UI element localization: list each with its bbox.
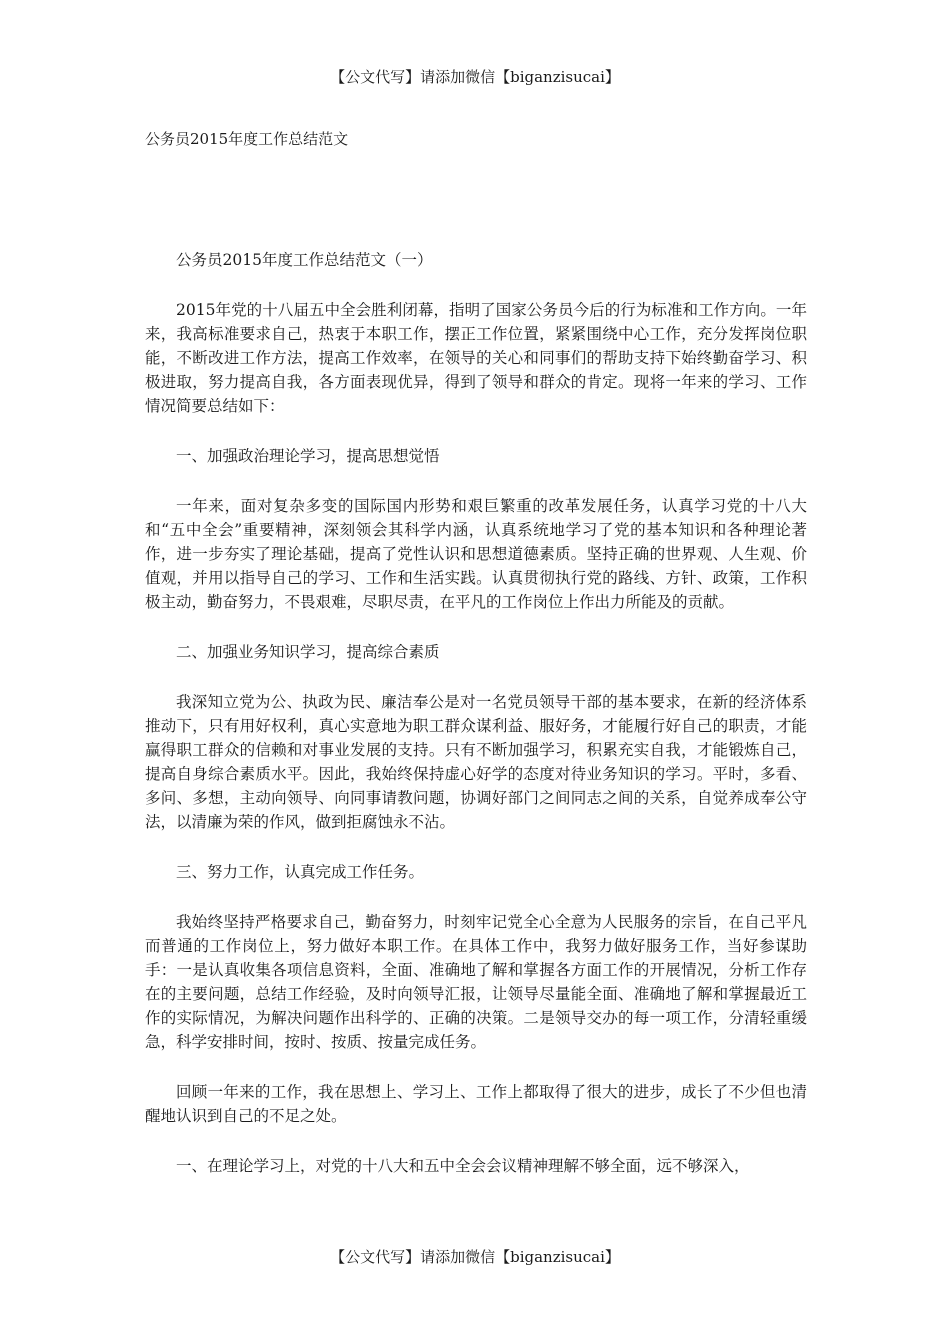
paragraph-3: 我始终坚持严格要求自己，勤奋努力，时刻牢记党全心全意为人民服务的宗旨，在自己平凡而普通的工作岗位上，努力做好本职工作。在具体工作中，我努力做好服务工作，当好参谋助手：一是认真收集各项信息资料，全面、准确地了解和掌握各方面工作的开展情况，分析工作存在的主要问题，总结工作经验，及时向领导汇报，让领导尽量能全面、准确地了解和掌握最近工作的实际情况，为解决问题作出科学的、正确的决策。二是领导交办的每一项工作，分清轻重缓急，科学安排时间，按时、按质、按量完成任务。	[145, 913, 807, 1051]
heading-1: 一、加强政治理论学习，提高思想觉悟	[176, 447, 440, 465]
paragraph-intro: 2015年党的十八届五中全会胜利闭幕，指明了国家公务员今后的行为标准和工作方向。一年来，我高标准要求自己，热衷于本职工作，摆正工作位置，紧紧围绕中心工作，充分发挥岗位职能，不断改进工作方法，提高工作效率，在领导的关心和同事们的帮助支持下始终勤奋学习、积极进取，努力提高自我，各方面表现优异，得到了领导和群众的肯定。现将一年来的学习、工作情况简要总结如下：	[145, 301, 807, 415]
section-title: 公务员2015年度工作总结范文（一）	[176, 251, 433, 269]
paragraph-review: 回顾一年来的工作，我在思想上、学习上、工作上都取得了很大的进步，成长了不少但也清醒地认识到自己的不足之处。	[145, 1083, 807, 1125]
document-body	[145, 248, 807, 1178]
heading-3: 三、努力工作，认真完成工作任务。	[176, 863, 425, 881]
page-footer: 【公文代写】请添加微信【biganzisucai】	[330, 1248, 620, 1266]
paragraph-1: 一年来，面对复杂多变的国际国内形势和艰巨繁重的改革发展任务，认真学习党的十八大和“五中全会”重要精神，深刻领会其科学内涵，认真系统地学习了党的基本知识和各种理论著作，进一步夯实了理论基础，提高了党性认识和思想道德素质。坚持正确的世界观、人生观、价值观，并用以指导自己的学习、工作和生活实践。认真贯彻执行党的路线、方针、政策，工作积极主动，勤奋努力，不畏艰难，尽职尽责，在平凡的工作岗位上作出力所能及的贡献。	[145, 497, 807, 611]
document-title: 公务员2015年度工作总结范文	[145, 130, 349, 148]
page-header: 【公文代写】请添加微信【biganzisucai】	[330, 68, 620, 86]
heading-2: 二、加强业务知识学习，提高综合素质	[176, 643, 440, 661]
paragraph-2: 我深知立党为公、执政为民、廉洁奉公是对一名党员领导干部的基本要求，在新的经济体系推动下，只有用好权利，真心实意地为职工群众谋利益、服好务，才能履行好自己的职责，才能赢得职工群众的信赖和对事业发展的支持。只有不断加强学习，积累充实自我，才能锻炼自己，提高自身综合素质水平。因此，我始终保持虚心好学的态度对待业务知识的学习。平时，多看、多问、多想，主动向领导、向同事请教问题，协调好部门之间同志之间的关系，自觉养成奉公守法，以清廉为荣的作风，做到拒腐蚀永不沾。	[145, 693, 807, 831]
paragraph-shortcoming-1: 一、在理论学习上，对党的十八大和五中全会会议精神理解不够全面，远不够深入，	[176, 1157, 750, 1175]
